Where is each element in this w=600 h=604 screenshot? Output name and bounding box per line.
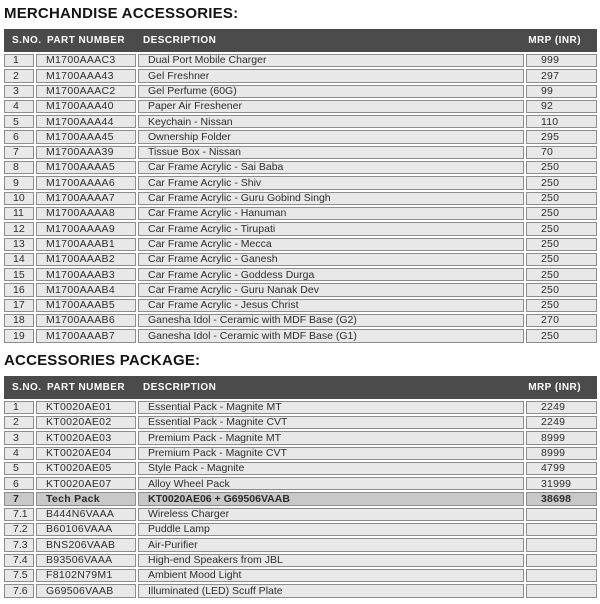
table-row (4, 477, 597, 490)
cell-part-number: M1700AAAA5 (36, 161, 136, 174)
section-title: MERCHANDISE ACCESSORIES: (4, 5, 239, 22)
cell-part-number: KT0020AE05 (36, 462, 136, 475)
column-header-description: DESCRIPTION (143, 381, 217, 393)
cell-serial-number: 4 (4, 447, 34, 460)
cell-description: High-end Speakers from JBL (138, 554, 524, 567)
cell-serial-number: 12 (4, 222, 34, 235)
cell-part-number: M1700AAA45 (36, 130, 136, 143)
cell-serial-number: 6 (4, 477, 34, 490)
cell-mrp: 110 (526, 115, 597, 128)
table-row (4, 508, 597, 521)
cell-part-number: KT0020AE04 (36, 447, 136, 460)
cell-mrp: 295 (526, 130, 597, 143)
cell-serial-number: 16 (4, 283, 34, 296)
cell-mrp (526, 538, 597, 551)
table-row (4, 329, 597, 342)
table-row (4, 100, 597, 113)
cell-mrp: 250 (526, 283, 597, 296)
table-row (4, 416, 597, 429)
column-header-sno: S.NO. (12, 35, 42, 46)
cell-serial-number: 7.1 (4, 508, 34, 521)
cell-mrp: 8999 (526, 447, 597, 460)
cell-mrp: 2249 (526, 401, 597, 414)
cell-description: Premium Pack - Magnite CVT (138, 447, 524, 460)
cell-mrp: 38698 (526, 492, 597, 505)
cell-mrp: 250 (526, 268, 597, 281)
cell-part-number: KT0020AE01 (36, 401, 136, 414)
table-row (4, 268, 597, 281)
table-row (4, 314, 597, 327)
table-row (4, 161, 597, 174)
cell-mrp: 999 (526, 54, 597, 67)
cell-serial-number: 5 (4, 115, 34, 128)
cell-description: Car Frame Acrylic - Mecca (138, 238, 524, 251)
table-row (4, 130, 597, 143)
table-body (4, 54, 597, 343)
cell-description: Essential Pack - Magnite CVT (138, 416, 524, 429)
cell-mrp (526, 554, 597, 567)
table-header-row (4, 376, 597, 399)
column-header-mrp: MRP (INR) (528, 35, 581, 46)
cell-part-number: M1700AAAA7 (36, 192, 136, 205)
table-row (4, 492, 597, 505)
cell-description: Wireless Charger (138, 508, 524, 521)
cell-description: Gel Freshner (138, 69, 524, 82)
cell-part-number: M1700AAAB3 (36, 268, 136, 281)
table-row (4, 554, 597, 567)
cell-description: Puddle Lamp (138, 523, 524, 536)
cell-part-number: BNS206VAAB (36, 538, 136, 551)
table-header-row (4, 29, 597, 52)
cell-mrp (526, 523, 597, 536)
cell-serial-number: 15 (4, 268, 34, 281)
cell-description: Premium Pack - Magnite MT (138, 431, 524, 444)
cell-mrp: 270 (526, 314, 597, 327)
column-header-sno: S.NO. (12, 381, 42, 393)
cell-description: Car Frame Acrylic - Ganesh (138, 253, 524, 266)
cell-description: Car Frame Acrylic - Jesus Christ (138, 299, 524, 312)
table-row (4, 176, 597, 189)
table-row (4, 222, 597, 235)
table-row (4, 462, 597, 475)
cell-serial-number: 7.3 (4, 538, 34, 551)
cell-serial-number: 7 (4, 146, 34, 159)
table-section (4, 352, 597, 598)
cell-part-number: Tech Pack (36, 492, 136, 505)
cell-serial-number: 7.6 (4, 584, 34, 597)
cell-description: Car Frame Acrylic - Guru Gobind Singh (138, 192, 524, 205)
cell-mrp: 250 (526, 238, 597, 251)
cell-part-number: B60106VAAA (36, 523, 136, 536)
table-row (4, 283, 597, 296)
cell-part-number: M1700AAAC3 (36, 54, 136, 67)
cell-part-number: B93506VAAA (36, 554, 136, 567)
cell-description: Car Frame Acrylic - Goddess Durga (138, 268, 524, 281)
cell-description: Alloy Wheel Pack (138, 477, 524, 490)
table-row (4, 54, 597, 67)
table-row (4, 523, 597, 536)
table-section (4, 5, 597, 343)
cell-serial-number: 7.4 (4, 554, 34, 567)
cell-part-number: M1700AAAB2 (36, 253, 136, 266)
cell-part-number: KT0020AE02 (36, 416, 136, 429)
cell-description: Paper Air Freshener (138, 100, 524, 113)
cell-serial-number: 5 (4, 462, 34, 475)
cell-mrp: 250 (526, 329, 597, 342)
table-row (4, 238, 597, 251)
column-header-part-number: PART NUMBER (47, 381, 126, 393)
cell-mrp: 250 (526, 161, 597, 174)
cell-serial-number: 2 (4, 69, 34, 82)
table-row (4, 569, 597, 582)
table-row (4, 253, 597, 266)
cell-part-number: M1700AAAA6 (36, 176, 136, 189)
cell-part-number: B444N6VAAA (36, 508, 136, 521)
cell-mrp (526, 569, 597, 582)
cell-serial-number: 17 (4, 299, 34, 312)
cell-mrp (526, 508, 597, 521)
cell-part-number: M1700AAAA8 (36, 207, 136, 220)
cell-mrp: 99 (526, 85, 597, 98)
cell-description: KT0020AE06 + G69506VAAB (138, 492, 524, 505)
cell-part-number: KT0020AE03 (36, 431, 136, 444)
cell-description: Ownership Folder (138, 130, 524, 143)
cell-part-number: M1700AAAA9 (36, 222, 136, 235)
cell-description: Ganesha Idol - Ceramic with MDF Base (G1) (138, 329, 524, 342)
section-title: ACCESSORIES PACKAGE: (4, 351, 201, 369)
cell-serial-number: 1 (4, 401, 34, 414)
cell-mrp: 250 (526, 253, 597, 266)
column-header-part-number: PART NUMBER (47, 35, 126, 46)
cell-part-number: M1700AAAB4 (36, 283, 136, 296)
cell-serial-number: 3 (4, 431, 34, 444)
table-row (4, 401, 597, 414)
cell-serial-number: 1 (4, 54, 34, 67)
table-row (4, 538, 597, 551)
table-body (4, 401, 597, 598)
cell-part-number: M1700AAAC2 (36, 85, 136, 98)
cell-serial-number: 14 (4, 253, 34, 266)
cell-part-number: G69506VAAB (36, 584, 136, 597)
cell-serial-number: 6 (4, 130, 34, 143)
cell-mrp: 31999 (526, 477, 597, 490)
table-row (4, 447, 597, 460)
cell-mrp: 92 (526, 100, 597, 113)
cell-part-number: M1700AAAB6 (36, 314, 136, 327)
cell-description: Car Frame Acrylic - Guru Nanak Dev (138, 283, 524, 296)
cell-part-number: M1700AAA39 (36, 146, 136, 159)
price-table (4, 376, 597, 598)
table-row (4, 69, 597, 82)
cell-description: Essential Pack - Magnite MT (138, 401, 524, 414)
cell-mrp: 2249 (526, 416, 597, 429)
cell-mrp: 8999 (526, 431, 597, 444)
table-row (4, 584, 597, 597)
cell-part-number: M1700AAAB5 (36, 299, 136, 312)
cell-description: Tissue Box - Nissan (138, 146, 524, 159)
cell-serial-number: 9 (4, 176, 34, 189)
cell-serial-number: 10 (4, 192, 34, 205)
cell-serial-number: 2 (4, 416, 34, 429)
column-header-description: DESCRIPTION (143, 35, 217, 46)
cell-mrp: 297 (526, 69, 597, 82)
cell-description: Illuminated (LED) Scuff Plate (138, 584, 524, 597)
cell-description: Air-Purifier (138, 538, 524, 551)
cell-mrp: 250 (526, 222, 597, 235)
cell-description: Style Pack - Magnite (138, 462, 524, 475)
cell-description: Gel Perfume (60G) (138, 85, 524, 98)
cell-serial-number: 19 (4, 329, 34, 342)
cell-part-number: F8102N79M1 (36, 569, 136, 582)
cell-part-number: M1700AAA43 (36, 69, 136, 82)
cell-serial-number: 13 (4, 238, 34, 251)
cell-description: Dual Port Mobile Charger (138, 54, 524, 67)
cell-mrp: 250 (526, 192, 597, 205)
cell-description: Car Frame Acrylic - Sai Baba (138, 161, 524, 174)
cell-description: Keychain - Nissan (138, 115, 524, 128)
table-row (4, 115, 597, 128)
column-header-mrp: MRP (INR) (528, 381, 581, 393)
cell-serial-number: 7 (4, 492, 34, 505)
cell-serial-number: 11 (4, 207, 34, 220)
cell-description: Ganesha Idol - Ceramic with MDF Base (G2) (138, 314, 524, 327)
cell-description: Ambient Mood Light (138, 569, 524, 582)
cell-description: Car Frame Acrylic - Hanuman (138, 207, 524, 220)
cell-serial-number: 4 (4, 100, 34, 113)
cell-description: Car Frame Acrylic - Shiv (138, 176, 524, 189)
table-row (4, 207, 597, 220)
cell-part-number: M1700AAAB1 (36, 238, 136, 251)
table-row (4, 299, 597, 312)
cell-mrp: 4799 (526, 462, 597, 475)
cell-serial-number: 7.2 (4, 523, 34, 536)
cell-mrp: 250 (526, 207, 597, 220)
cell-part-number: KT0020AE07 (36, 477, 136, 490)
cell-serial-number: 8 (4, 161, 34, 174)
price-table (4, 29, 597, 343)
cell-serial-number: 18 (4, 314, 34, 327)
cell-serial-number: 7.5 (4, 569, 34, 582)
cell-mrp: 250 (526, 299, 597, 312)
table-row (4, 192, 597, 205)
cell-mrp (526, 584, 597, 597)
sections-root (4, 5, 597, 598)
cell-part-number: M1700AAA40 (36, 100, 136, 113)
cell-mrp: 250 (526, 176, 597, 189)
cell-mrp: 70 (526, 146, 597, 159)
cell-part-number: M1700AAA44 (36, 115, 136, 128)
cell-description: Car Frame Acrylic - Tirupati (138, 222, 524, 235)
cell-serial-number: 3 (4, 85, 34, 98)
table-row (4, 431, 597, 444)
table-row (4, 146, 597, 159)
cell-part-number: M1700AAAB7 (36, 329, 136, 342)
table-row (4, 85, 597, 98)
